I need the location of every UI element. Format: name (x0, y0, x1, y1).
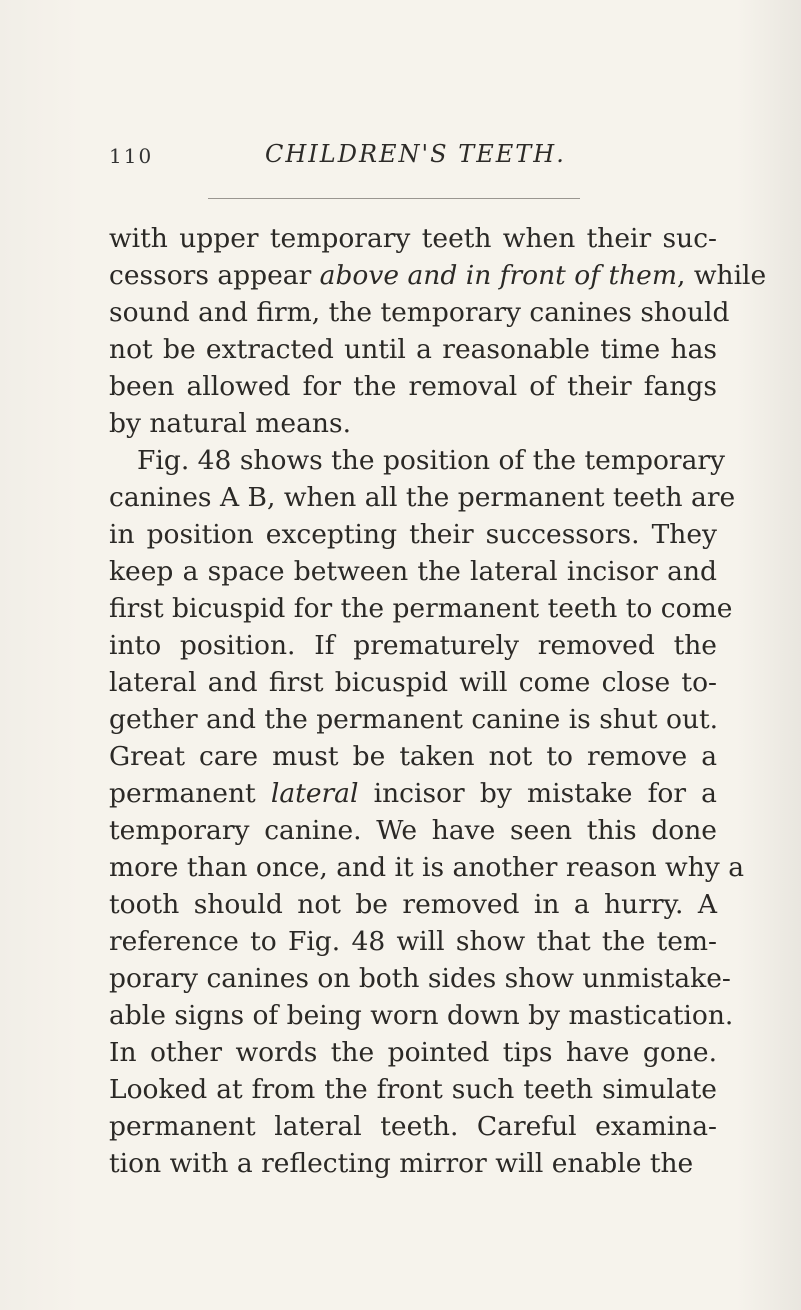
text-run: Great care must be taken not to remove a (109, 741, 717, 772)
text-line (109, 368, 717, 405)
page-header (109, 140, 709, 176)
text-line (109, 1071, 717, 1108)
italic-text: lateral (270, 778, 359, 809)
text-line (109, 405, 717, 442)
text-line (109, 590, 733, 627)
text-run: not be extracted until a reasonable time has (109, 334, 717, 365)
text-run: in position excepting their successors. They (109, 519, 717, 550)
text-run: tion with a reflecting mirror will enable the (109, 1148, 694, 1179)
text-run: permanent lateral teeth. Careful examina- (109, 1111, 717, 1142)
text-line (109, 664, 717, 701)
text-run: been allowed for the removal of their fangs (109, 371, 717, 402)
text-line (109, 627, 717, 664)
text-run: keep a space between the lateral incisor and (109, 556, 717, 587)
text-line (109, 331, 717, 368)
text-run: incisor by mistake for a (358, 778, 717, 809)
body-text (109, 220, 767, 1182)
text-run: reference to Fig. 48 will show that the tem- (109, 926, 717, 957)
text-line (109, 479, 736, 516)
running-title: CHILDREN'S TEETH. (265, 140, 566, 168)
text-line (109, 1108, 717, 1145)
text-line (109, 923, 717, 960)
text-run: first bicuspid for the permanent teeth to come (109, 593, 733, 624)
text-run: able signs of being worn down by mastication. (109, 1000, 734, 1031)
text-line (109, 1034, 717, 1071)
header-rule (208, 198, 580, 199)
text-line (109, 738, 717, 775)
text-line (109, 516, 717, 553)
text-run: In other words the pointed tips have gone. (109, 1037, 717, 1068)
text-run: more than once, and it is another reason why a (109, 852, 745, 883)
text-run: porary canines on both sides show unmistake- (109, 963, 731, 994)
text-run: lateral and first bicuspid will come close to- (109, 667, 717, 698)
text-line (109, 220, 717, 257)
text-run: by natural means. (109, 408, 352, 439)
text-run: tooth should not be removed in a hurry. A (109, 889, 717, 920)
text-run: permanent (109, 778, 271, 809)
text-line (109, 886, 717, 923)
text-line (109, 812, 717, 849)
text-line (109, 775, 717, 812)
text-run: cessors appear (109, 260, 320, 291)
page-number: 110 (109, 144, 154, 168)
text-run: gether and the permanent canine is shut out. (109, 704, 719, 735)
text-line (109, 553, 717, 590)
text-run: temporary canine. We have seen this done (109, 815, 717, 846)
italic-text: above and in front of them (319, 260, 677, 291)
text-line (109, 257, 767, 294)
text-run: canines A B, when all the permanent teeth are (109, 482, 736, 513)
text-line (109, 701, 717, 738)
text-line (109, 294, 730, 331)
text-run: , while (676, 260, 767, 291)
text-run: Looked at from the front such teeth simulate (109, 1074, 717, 1105)
text-line (109, 960, 731, 997)
text-run: Fig. 48 shows the position of the temporary (137, 445, 726, 476)
text-line (109, 442, 726, 479)
text-line (109, 997, 734, 1034)
text-line (109, 849, 745, 886)
text-run: into position. If prematurely removed the (109, 630, 717, 661)
text-run: sound and firm, the temporary canines should (109, 297, 730, 328)
text-run: with upper temporary teeth when their suc- (109, 223, 717, 254)
text-line (109, 1145, 717, 1182)
